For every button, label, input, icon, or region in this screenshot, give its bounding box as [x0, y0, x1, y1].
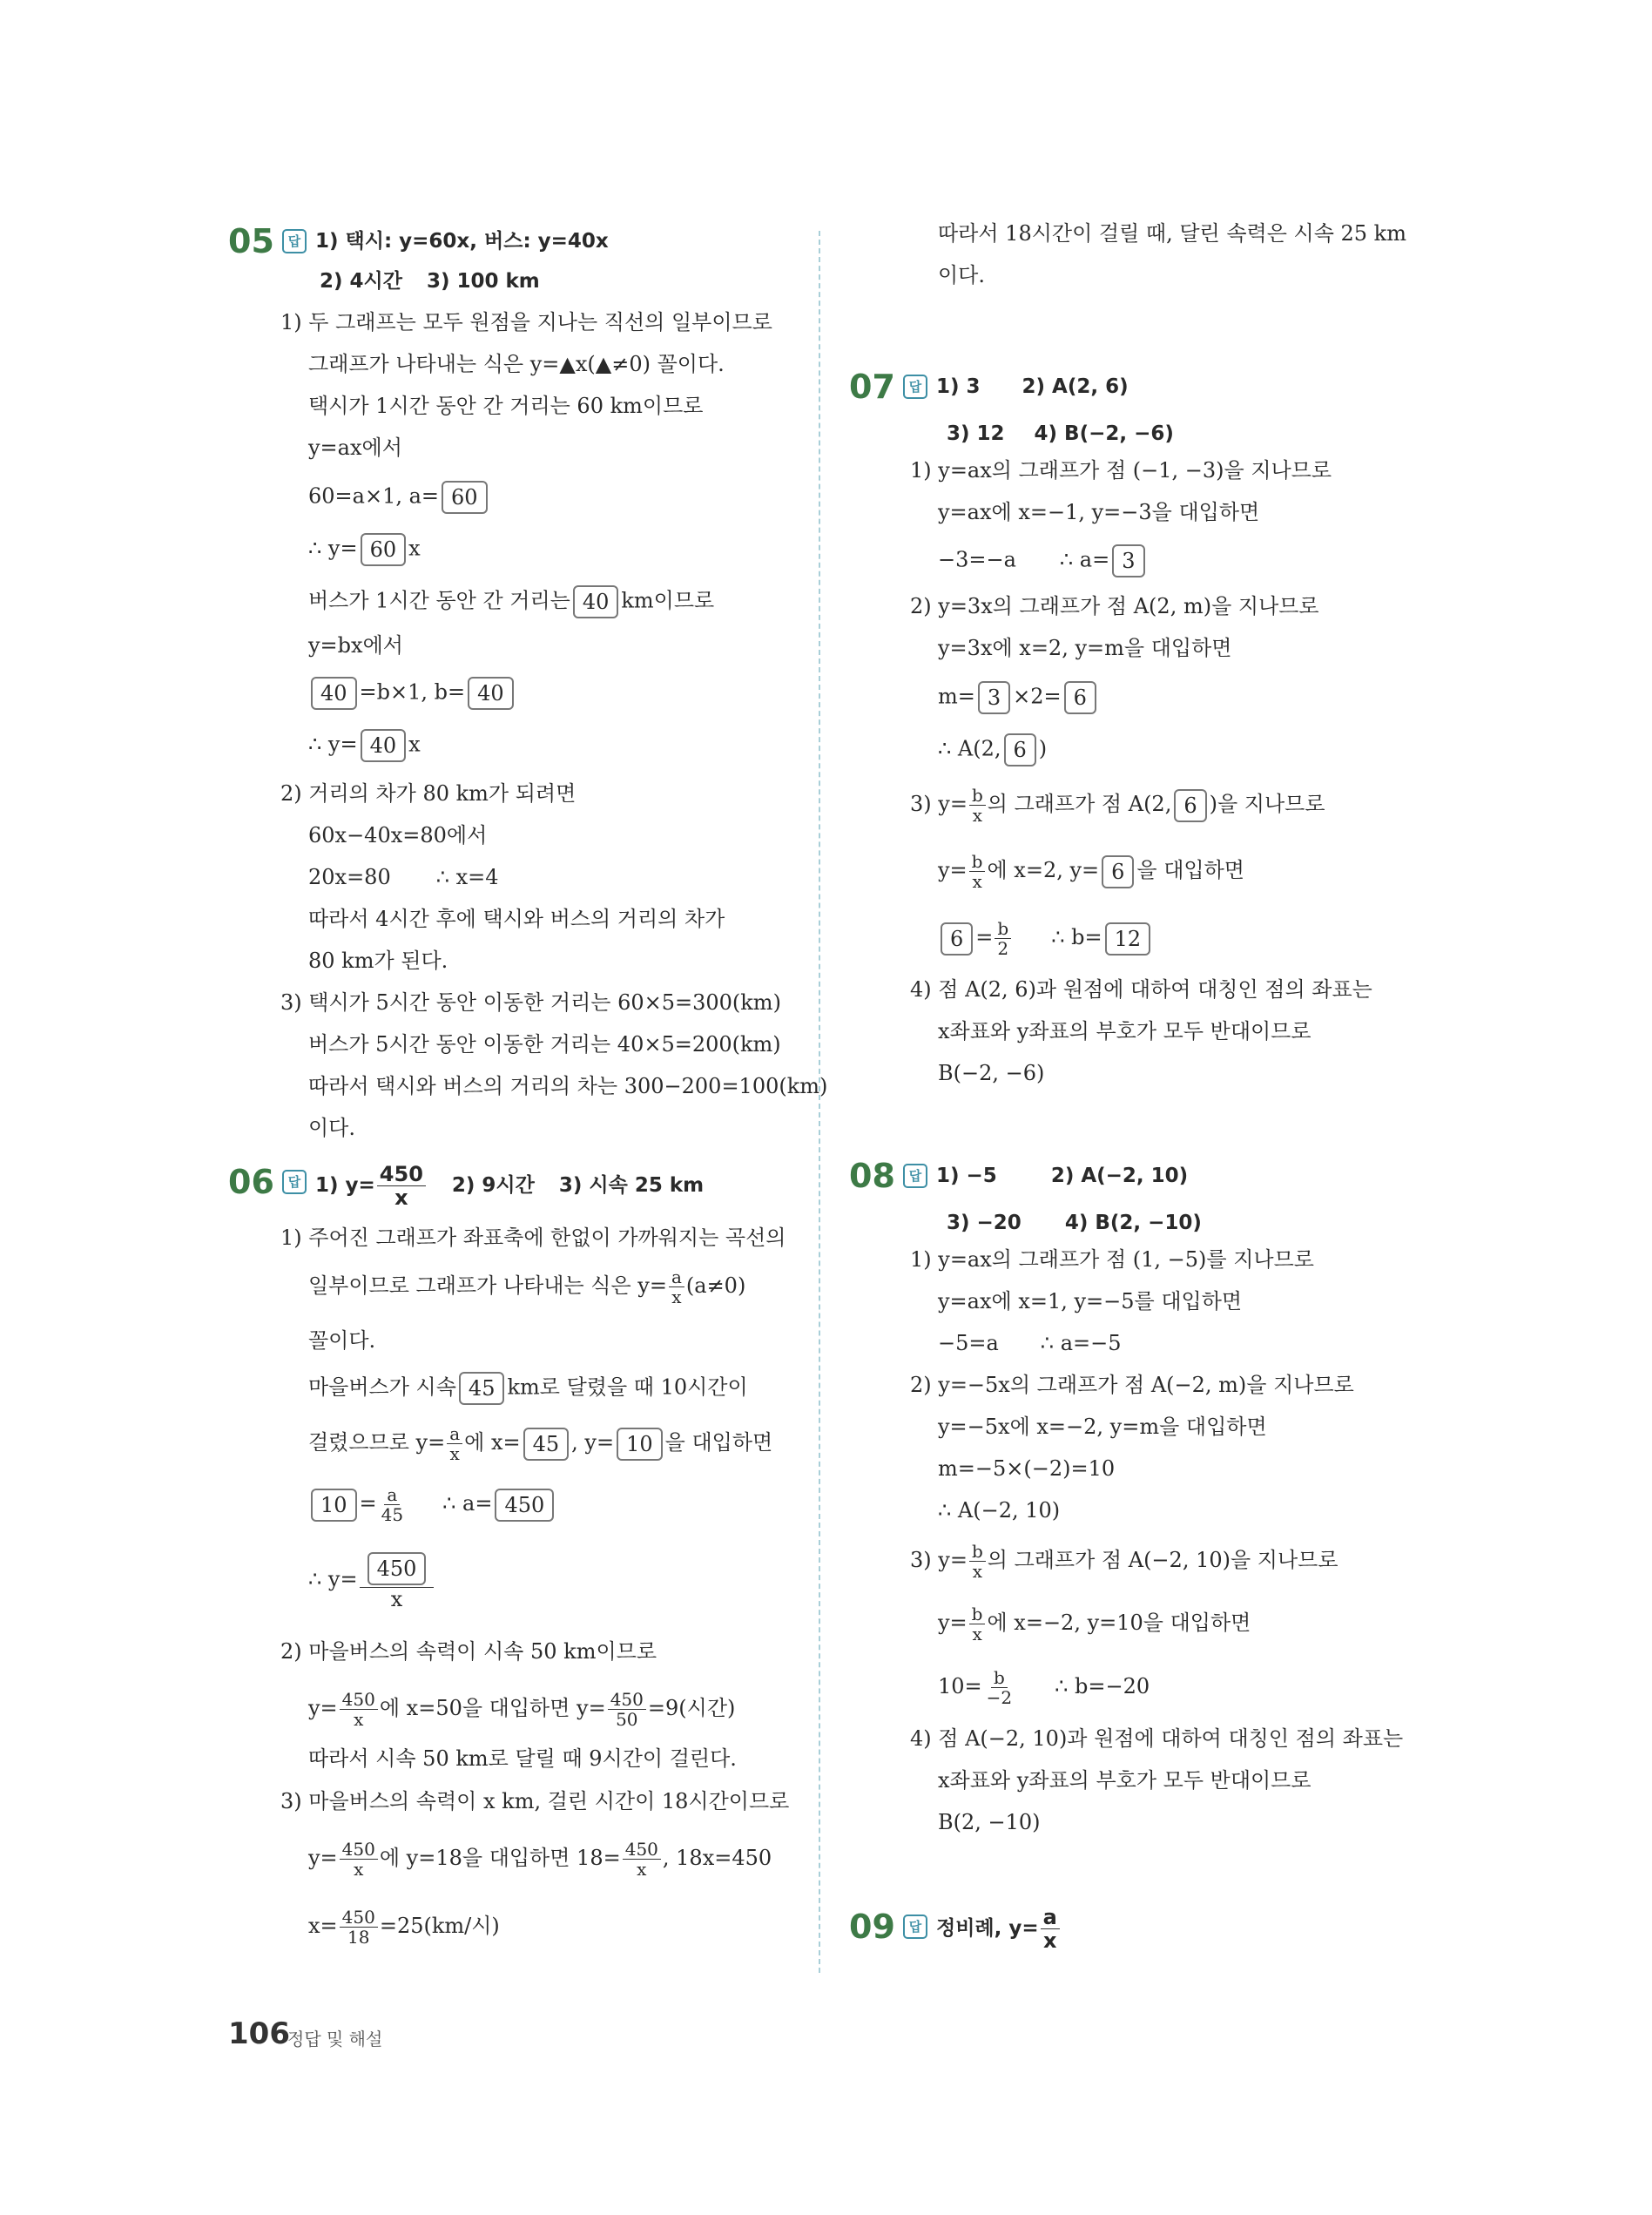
answer-box: 45	[459, 1372, 505, 1405]
solution-line: 1) 주어진 그래프가 좌표축에 한없이 가까워지는 곡선의	[280, 1226, 786, 1250]
solution-line: 40 =b×1, b= 40	[308, 677, 516, 710]
solution-line: 따라서 18시간이 걸릴 때, 달린 속력은 시속 25 km	[938, 221, 1406, 246]
answer-line: 1) 3 2) A(2, 6)	[936, 375, 1129, 398]
answer-line: 2) 4시간 3) 100 km	[320, 270, 540, 293]
solution-line: 버스가 1시간 동안 간 거리는 40 km이므로	[308, 585, 714, 618]
solution-line: x= $\frac{450}{18}$ =25(km/시)	[308, 1907, 500, 1948]
solution-line: 따라서 4시간 후에 택시와 버스의 거리의 차가	[308, 907, 725, 931]
solution-line: 60=a×1, a= 60	[308, 481, 490, 514]
solution-line: y=ax에 x=1, y=−5를 대입하면	[938, 1289, 1243, 1313]
solution-line: 2) 마을버스의 속력이 시속 50 km이므로	[280, 1639, 657, 1664]
solution-line: y=ax에 x=−1, y=−3을 대입하면	[938, 500, 1260, 524]
solution-line: 3) 택시가 5시간 동안 이동한 거리는 60×5=300(km)	[280, 990, 781, 1015]
answer-box: 450	[367, 1552, 427, 1585]
answer-box: 10	[311, 1489, 357, 1522]
solution-line: ∴ y= $\frac{450}{x}$	[308, 1550, 435, 1611]
solution-line: y= $\frac{450}{x}$ 에 x=50을 대입하면 y= $\frac{450}{50}$ =9(시간)	[308, 1689, 736, 1730]
solution-line: 10 = $\frac{a}{45}$ ∴ a= 450	[308, 1485, 556, 1524]
solution-line: x좌표와 y좌표의 부호가 모두 반대이므로	[938, 1768, 1311, 1793]
solution-line: y= $\frac{450}{x}$ 에 y=18을 대입하면 18= $\frac{450}{x}$ , 18x=450	[308, 1839, 772, 1880]
solution-line: 버스가 5시간 동안 이동한 거리는 40×5=200(km)	[308, 1032, 781, 1057]
answer-box: 3	[1112, 544, 1144, 577]
answer-badge: 답	[903, 1914, 927, 1939]
solution-line: 마을버스가 시속 45 km로 달렸을 때 10시간이	[308, 1372, 748, 1405]
answer-box: 40	[361, 729, 407, 762]
solution-line: 80 km가 된다.	[308, 949, 448, 973]
question-number: 06	[228, 1163, 274, 1201]
solution-line: 10= $\frac{b}{-2}$ ∴ b=−20	[938, 1667, 1150, 1708]
solution-line: 그래프가 나타내는 식은 y=▲x(▲≠0) 꼴이다.	[308, 352, 725, 376]
solution-line: 따라서 시속 50 km로 달릴 때 9시간이 걸린다.	[308, 1746, 737, 1771]
answer-box: 60	[361, 533, 407, 566]
solution-line: 6 = $\frac{b}{2}$ ∴ b= 12	[938, 919, 1153, 958]
solution-line: m= 3 ×2= 6	[938, 681, 1099, 714]
solution-line: 이다.	[308, 1116, 355, 1140]
answer-box: 6	[941, 922, 973, 956]
question-number: 05	[228, 222, 274, 260]
answer-box: 40	[573, 585, 619, 618]
answer-box: 10	[617, 1428, 663, 1461]
solution-line: 2) y=3x의 그래프가 점 A(2, m)을 지나므로	[910, 594, 1319, 618]
question-number: 07	[849, 368, 895, 406]
solution-line: 일부이므로 그래프가 나타내는 식은 y= $\frac{a}{x}$ (a≠0)	[308, 1266, 746, 1307]
solution-line: 3) y= $\frac{b}{x}$ 의 그래프가 점 A(−2, 10)을 지나므로	[910, 1541, 1338, 1582]
answer-box: 40	[468, 677, 514, 710]
solution-line: 꼴이다.	[308, 1328, 376, 1353]
solution-line: 1) y=ax의 그래프가 점 (−1, −3)을 지나므로	[910, 458, 1332, 483]
column-divider	[819, 231, 820, 1973]
solution-line: 따라서 택시와 버스의 거리의 차는 300−200=100(km)	[308, 1074, 828, 1098]
solution-line: 택시가 1시간 동안 간 거리는 60 km이므로	[308, 394, 704, 418]
solution-line: B(2, −10)	[938, 1810, 1041, 1834]
solution-line: 3) 마을버스의 속력이 x km, 걸린 시간이 18시간이므로	[280, 1789, 790, 1813]
solution-line: y=bx에서	[308, 633, 403, 658]
solution-line: ∴ A(2, 6 )	[938, 733, 1047, 766]
answer-line: 정비례, y= $\frac{a}{x}$	[936, 1906, 1062, 1952]
answer-box: 40	[311, 677, 357, 710]
answer-badge: 답	[903, 1164, 927, 1188]
answer-box: 6	[1004, 733, 1036, 766]
answer-box: 3	[978, 681, 1010, 714]
answer-box: 6	[1174, 789, 1206, 822]
answer-badge: 답	[282, 229, 307, 253]
answer-badge: 답	[282, 1170, 307, 1194]
solution-line: 2) 거리의 차가 80 km가 되려면	[280, 781, 577, 806]
solution-line: 이다.	[938, 263, 985, 287]
page-number: 106	[228, 2016, 290, 2051]
solution-line: x좌표와 y좌표의 부호가 모두 반대이므로	[938, 1019, 1311, 1043]
answer-box: 12	[1105, 922, 1151, 956]
answer-line: 3) −20 4) B(2, −10)	[947, 1212, 1202, 1234]
answer-line: 1) −5 2) A(−2, 10)	[936, 1165, 1189, 1187]
solution-line: ∴ y= 60 x	[308, 533, 421, 566]
answer-box: 60	[442, 481, 488, 514]
solution-line: 60x−40x=80에서	[308, 823, 488, 848]
answer-badge: 답	[903, 375, 927, 399]
solution-line: −5=a ∴ a=−5	[938, 1331, 1122, 1355]
solution-line: ∴ y= 40 x	[308, 729, 421, 762]
question-number: 08	[849, 1157, 895, 1195]
solution-line: y=−5x에 x=−2, y=m을 대입하면	[938, 1415, 1267, 1439]
solution-line: 걸렸으므로 y= $\frac{a}{x}$ 에 x= 45 , y= 10 을 대입하면	[308, 1423, 773, 1464]
solution-line: 1) 두 그래프는 모두 원점을 지나는 직선의 일부이므로	[280, 310, 772, 334]
solution-line: y=3x에 x=2, y=m을 대입하면	[938, 636, 1232, 660]
solution-line: 3) y= $\frac{b}{x}$ 의 그래프가 점 A(2, 6 )을 지나므로	[910, 785, 1325, 826]
answer-line: 1) 택시: y=60x, 버스: y=40x	[315, 230, 609, 253]
solution-line: 20x=80 ∴ x=4	[308, 865, 499, 889]
solution-line: m=−5×(−2)=10	[938, 1456, 1116, 1481]
question-number: 09	[849, 1908, 895, 1946]
footer-label: 정답 및 해설	[287, 2029, 383, 2050]
solution-line: −3=−a ∴ a= 3	[938, 544, 1148, 577]
solution-line: 2) y=−5x의 그래프가 점 A(−2, m)을 지나므로	[910, 1373, 1354, 1397]
answer-box: 6	[1064, 681, 1096, 714]
solution-line: y= $\frac{b}{x}$ 에 x=2, y= 6 을 대입하면	[938, 851, 1244, 892]
solution-line: y=ax에서	[308, 436, 402, 460]
solution-line: 4) 점 A(−2, 10)과 원점에 대하여 대칭인 점의 좌표는	[910, 1726, 1404, 1751]
answer-box: 6	[1102, 855, 1134, 888]
solution-line: 1) y=ax의 그래프가 점 (1, −5)를 지나므로	[910, 1247, 1314, 1272]
solution-line: y= $\frac{b}{x}$ 에 x=−2, y=10을 대입하면	[938, 1604, 1251, 1644]
solution-line: 4) 점 A(2, 6)과 원점에 대하여 대칭인 점의 좌표는	[910, 977, 1372, 1002]
answer-line: 3) 12 4) B(−2, −6)	[947, 422, 1174, 445]
answer-line: 1) y= $\frac{450}{x}$ 2) 9시간 3) 시속 25 km	[315, 1162, 705, 1210]
solution-line: ∴ A(−2, 10)	[938, 1498, 1061, 1523]
answer-box: 45	[523, 1428, 570, 1461]
solution-line: B(−2, −6)	[938, 1061, 1045, 1085]
answer-box: 450	[495, 1489, 554, 1522]
